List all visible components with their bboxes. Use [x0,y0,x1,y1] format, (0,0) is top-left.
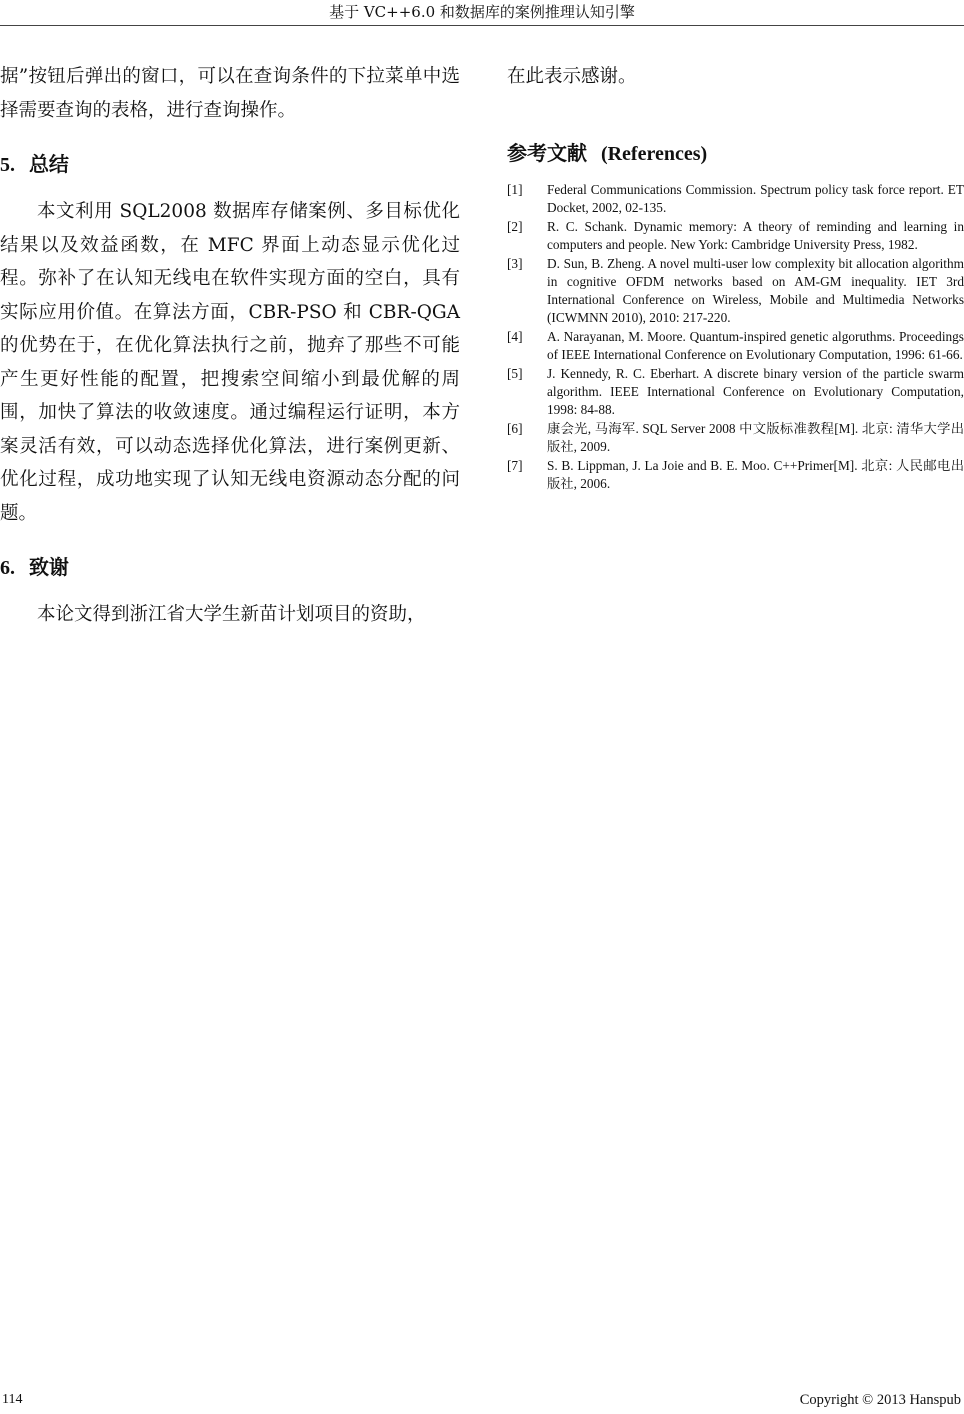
reference-item [507,255,964,327]
section-5-heading [0,151,460,178]
intro-paragraph: 据”按钮后弹出的窗口，可以在查询条件的下拉菜单中选择需要查询的表格，进行查询操作。 [0,66,460,121]
acknowledgement-continuation: 在此表示感谢。 [507,66,637,87]
section-6-title: 致谢 [28,555,69,579]
section-6-heading [0,554,460,581]
reference-text: J. Kennedy, R. C. Eberhart. A discrete binary version of the particle swarm algorithm. IEEE International Conference on Evolutionary Computation, 1998: 84-88. [547,365,964,417]
reference-text: Federal Communications Commission. Spectrum policy task force report. ET Docket, 2002, 02-135. [547,181,964,215]
reference-item [507,365,964,419]
section-5-number: 5. [0,154,15,176]
reference-item [507,328,964,364]
reference-number: [6] [507,420,523,436]
section-6-paragraph: 本论文得到浙江省大学生新苗计划项目的资助， [37,604,426,625]
reference-number: [7] [507,457,523,473]
reference-number: [3] [507,255,523,271]
section-5-paragraph: 本文利用 SQL2008 数据库存储案例、多目标优化结果以及效益函数，在 MFC 界面上动态显示优化过程。弥补了在认知无线电在软件实现方面的空白，具有实际应用价值。在算法方面，CBR-PSO 和 CBR-QGA 的优势在于，在优化算法执行之前，抛弃了那些不可能产生更好性能的配置，把搜索空间缩小到最优解的周围，加快了算法的收敛速度。通过编程运行证明，本方案灵活有效，可以动态选择优化算法，进行案例更新、优化过程，成功地实现了认知无线电资源动态分配的问题。 [0,201,460,524]
reference-item [507,457,964,493]
running-header: 基于 VC++6.0 和数据库的案例推理认知引擎 [329,3,635,21]
right-column [507,60,964,494]
reference-item [507,181,964,217]
reference-text: 康会光, 马海军. SQL Server 2008 中文版标准教程[M]. 北京: 清华大学出版社, 2009. [547,420,964,454]
section-6-number: 6. [0,557,15,579]
reference-item [507,218,964,254]
reference-number: [5] [507,365,523,381]
reference-number: [1] [507,181,523,197]
reference-text: A. Narayanan, M. Moore. Quantum-inspired genetic algoruthms. Proceedings of IEEE International Conference on Evolutionary Computation, 1996: 61-66. [547,328,964,362]
header-divider [0,25,964,26]
reference-text: S. B. Lippman, J. La Joie and B. E. Moo. C++Primer[M]. 北京: 人民邮电出版社, 2006. [547,457,964,491]
reference-text: D. Sun, B. Zheng. A novel multi-user low complexity bit allocation algorithm in cognitive OFDM networks based on AM-GM inequality. IET 3rd International Conference on Wireless, Mobile and Multimedia Networks (ICWMNN 2010), 2010: 217-220. [547,255,964,325]
copyright-notice: Copyright © 2013 Hanspub [799,1392,961,1408]
section-5-title: 总结 [28,152,69,176]
reference-item [507,420,964,456]
reference-text: R. C. Schank. Dynamic memory: A theory of reminding and learning in computers and people. New York: Cambridge University Press, 1982. [547,218,964,252]
reference-list [507,181,964,493]
reference-number: [2] [507,218,523,234]
references-heading [507,140,964,167]
references-title-en: (References) [600,142,708,165]
reference-number: [4] [507,328,523,344]
page-number: 114 [2,1392,23,1407]
left-column [0,60,460,632]
references-title-cn: 参考文献 [507,140,587,165]
